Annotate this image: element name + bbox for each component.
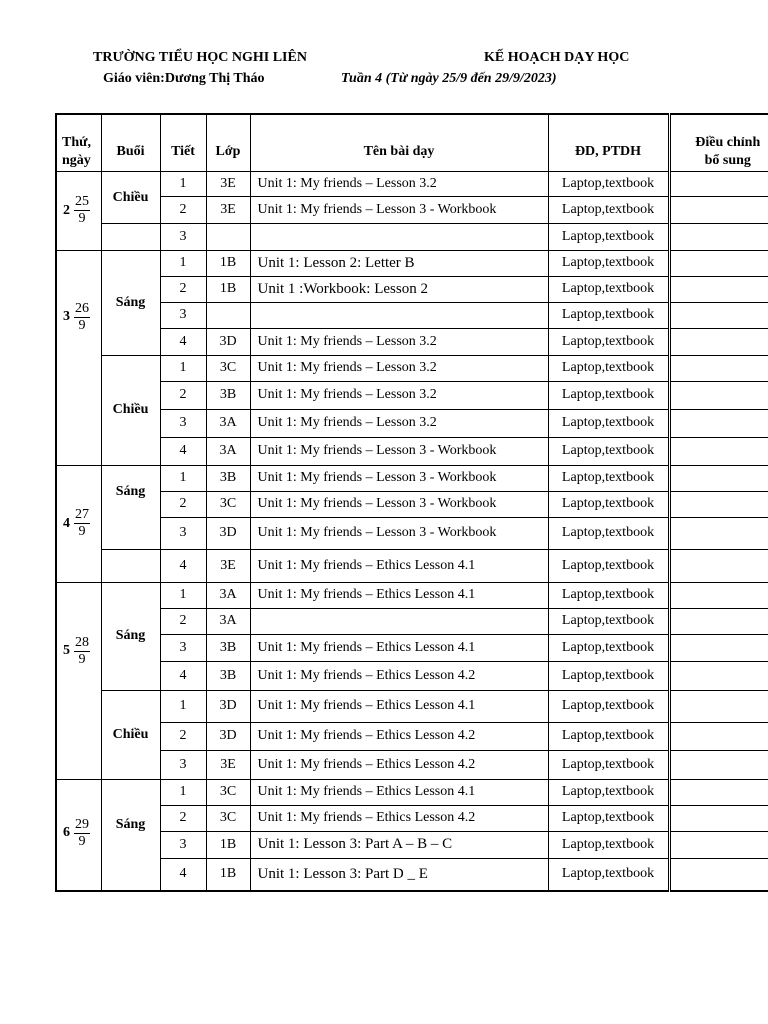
- equipment-cell: Laptop,textbook: [548, 196, 669, 223]
- table-row: [56, 491, 768, 517]
- equipment-cell: Laptop,textbook: [548, 779, 669, 805]
- date-fraction: $\frac{25}{9}$: [75, 194, 89, 226]
- period-cell: 2: [160, 381, 206, 409]
- lesson-cell: [250, 223, 548, 250]
- lesson-cell: Unit 1: My friends – Lesson 3.2: [250, 381, 548, 409]
- table-row: [56, 355, 768, 381]
- adjust-cell: [669, 276, 768, 302]
- table-row: [56, 549, 768, 582]
- session-cell: Sáng: [101, 779, 160, 891]
- table-row: [56, 437, 768, 465]
- lesson-cell: Unit 1: Lesson 3: Part D _ E: [250, 858, 548, 891]
- col-header-day: Thứ, ngày: [56, 114, 101, 171]
- adjust-cell: [669, 722, 768, 750]
- week-range: Tuần 4 (Từ ngày 25/9 đến 29/9/2023): [341, 71, 557, 86]
- period-cell: 2: [160, 196, 206, 223]
- class-cell: 3A: [206, 582, 250, 608]
- col-header-lesson: Tên bài dạy: [250, 114, 548, 171]
- adjust-cell: [669, 582, 768, 608]
- table-row: [56, 196, 768, 223]
- session-cell: Sáng: [101, 465, 160, 549]
- adjust-cell: [669, 661, 768, 690]
- session-cell: Sáng: [101, 582, 160, 690]
- table-row: [56, 582, 768, 608]
- lesson-cell: Unit 1: My friends – Lesson 3 - Workbook: [250, 491, 548, 517]
- class-cell: 1B: [206, 858, 250, 891]
- period-cell: 1: [160, 779, 206, 805]
- lesson-cell: Unit 1: My friends – Lesson 3 - Workbook: [250, 196, 548, 223]
- adjust-cell: [669, 608, 768, 634]
- lesson-cell: Unit 1: My friends – Ethics Lesson 4.1: [250, 779, 548, 805]
- lesson-cell: Unit 1: My friends – Ethics Lesson 4.2: [250, 661, 548, 690]
- teaching-plan-table: [55, 113, 768, 892]
- lesson-cell: Unit 1: My friends – Ethics Lesson 4.2: [250, 750, 548, 779]
- class-cell: 3B: [206, 634, 250, 661]
- class-cell: 1B: [206, 831, 250, 858]
- period-cell: 2: [160, 805, 206, 831]
- adjust-cell: [669, 750, 768, 779]
- table-row: [56, 250, 768, 276]
- adjust-cell: [669, 634, 768, 661]
- day-cell: 6 $\frac{29}{9}$: [56, 779, 101, 891]
- period-cell: 1: [160, 250, 206, 276]
- adjust-cell: [669, 250, 768, 276]
- table-row: [56, 858, 768, 891]
- equipment-cell: Laptop,textbook: [548, 381, 669, 409]
- col-header-session: Buổi: [101, 114, 160, 171]
- period-cell: 1: [160, 582, 206, 608]
- day-cell: 4 $\frac{27}{9}$: [56, 465, 101, 582]
- adjust-cell: [669, 690, 768, 722]
- lesson-cell: Unit 1: My friends – Lesson 3.2: [250, 409, 548, 437]
- session-cell: Chiều: [101, 171, 160, 223]
- period-cell: 1: [160, 465, 206, 491]
- period-cell: 4: [160, 858, 206, 891]
- table-row: [56, 661, 768, 690]
- period-cell: 2: [160, 722, 206, 750]
- class-cell: 1B: [206, 250, 250, 276]
- period-cell: 3: [160, 223, 206, 250]
- lesson-cell: Unit 1: My friends – Ethics Lesson 4.1: [250, 634, 548, 661]
- table-row: [56, 722, 768, 750]
- class-cell: 3D: [206, 722, 250, 750]
- table-row: [56, 831, 768, 858]
- lesson-cell: Unit 1: My friends – Lesson 3.2: [250, 328, 548, 355]
- equipment-cell: Laptop,textbook: [548, 831, 669, 858]
- table-row: [56, 608, 768, 634]
- equipment-cell: Laptop,textbook: [548, 223, 669, 250]
- equipment-cell: Laptop,textbook: [548, 517, 669, 549]
- session-cell: Chiều: [101, 690, 160, 779]
- equipment-cell: Laptop,textbook: [548, 250, 669, 276]
- lesson-cell: [250, 302, 548, 328]
- class-cell: 3B: [206, 381, 250, 409]
- equipment-cell: Laptop,textbook: [548, 608, 669, 634]
- lesson-cell: Unit 1: My friends – Ethics Lesson 4.2: [250, 722, 548, 750]
- session-cell-empty: [101, 549, 160, 582]
- lesson-cell: Unit 1: Lesson 3: Part A – B – C: [250, 831, 548, 858]
- table-row: [56, 276, 768, 302]
- equipment-cell: Laptop,textbook: [548, 171, 669, 196]
- class-cell: [206, 302, 250, 328]
- table-row: [56, 465, 768, 491]
- class-cell: 3C: [206, 779, 250, 805]
- adjust-cell: [669, 517, 768, 549]
- period-cell: 3: [160, 302, 206, 328]
- table-row: [56, 409, 768, 437]
- equipment-cell: Laptop,textbook: [548, 661, 669, 690]
- adjust-cell: [669, 465, 768, 491]
- period-cell: 3: [160, 750, 206, 779]
- col-header-period: Tiết: [160, 114, 206, 171]
- lesson-cell: Unit 1: Lesson 2: Letter B: [250, 250, 548, 276]
- adjust-cell: [669, 328, 768, 355]
- school-name: TRƯỜNG TIỂU HỌC NGHI LIÊN: [93, 50, 307, 65]
- lesson-cell: Unit 1: My friends – Ethics Lesson 4.1: [250, 690, 548, 722]
- adjust-cell: [669, 381, 768, 409]
- lesson-cell: Unit 1: My friends – Lesson 3 - Workbook: [250, 517, 548, 549]
- table-row: [56, 805, 768, 831]
- class-cell: 3B: [206, 465, 250, 491]
- class-cell: 3D: [206, 690, 250, 722]
- period-cell: 3: [160, 831, 206, 858]
- period-cell: 4: [160, 549, 206, 582]
- period-cell: 3: [160, 517, 206, 549]
- class-cell: 3C: [206, 355, 250, 381]
- equipment-cell: Laptop,textbook: [548, 491, 669, 517]
- day-cell: 5 $\frac{28}{9}$: [56, 582, 101, 779]
- adjust-cell: [669, 805, 768, 831]
- lesson-cell: Unit 1: My friends – Ethics Lesson 4.1: [250, 582, 548, 608]
- lesson-cell: Unit 1: My friends – Lesson 3.2: [250, 355, 548, 381]
- class-cell: 3B: [206, 661, 250, 690]
- col-header-class: Lớp: [206, 114, 250, 171]
- period-cell: 3: [160, 409, 206, 437]
- equipment-cell: Laptop,textbook: [548, 302, 669, 328]
- equipment-cell: Laptop,textbook: [548, 549, 669, 582]
- table-row: [56, 517, 768, 549]
- class-cell: 3A: [206, 608, 250, 634]
- period-cell: 2: [160, 608, 206, 634]
- adjust-cell: [669, 355, 768, 381]
- lesson-cell: Unit 1: My friends – Lesson 3 - Workbook: [250, 465, 548, 491]
- class-cell: 3C: [206, 805, 250, 831]
- col-header-adjust: Điều chỉnh bổ sung: [669, 114, 768, 171]
- lesson-cell: Unit 1: My friends – Lesson 3.2: [250, 171, 548, 196]
- period-cell: 4: [160, 661, 206, 690]
- period-cell: 4: [160, 328, 206, 355]
- period-cell: 1: [160, 355, 206, 381]
- period-cell: 2: [160, 276, 206, 302]
- class-cell: 1B: [206, 276, 250, 302]
- period-cell: 4: [160, 437, 206, 465]
- equipment-cell: Laptop,textbook: [548, 582, 669, 608]
- table-row: [56, 634, 768, 661]
- adjust-cell: [669, 831, 768, 858]
- class-cell: 3E: [206, 750, 250, 779]
- lesson-cell: Unit 1: My friends – Ethics Lesson 4.2: [250, 805, 548, 831]
- lesson-cell: Unit 1 :Workbook: Lesson 2: [250, 276, 548, 302]
- equipment-cell: Laptop,textbook: [548, 722, 669, 750]
- equipment-cell: Laptop,textbook: [548, 355, 669, 381]
- day-cell: 2 $\frac{25}{9}$: [56, 171, 101, 250]
- date-fraction: $\frac{28}{9}$: [75, 634, 89, 667]
- table-row: [56, 223, 768, 250]
- session-cell: Sáng: [101, 250, 160, 355]
- class-cell: 3E: [206, 549, 250, 582]
- adjust-cell: [669, 779, 768, 805]
- adjust-cell: [669, 302, 768, 328]
- equipment-cell: Laptop,textbook: [548, 276, 669, 302]
- table-row: [56, 750, 768, 779]
- class-cell: 3C: [206, 491, 250, 517]
- equipment-cell: Laptop,textbook: [548, 858, 669, 891]
- class-cell: 3D: [206, 328, 250, 355]
- table-row: [56, 381, 768, 409]
- period-cell: 2: [160, 491, 206, 517]
- class-cell: 3E: [206, 171, 250, 196]
- adjust-cell: [669, 196, 768, 223]
- day-cell: 3 $\frac{26}{9}$: [56, 250, 101, 465]
- class-cell: 3E: [206, 196, 250, 223]
- lesson-cell: [250, 608, 548, 634]
- date-fraction: $\frac{27}{9}$: [75, 507, 89, 539]
- teacher-name: Giáo viên:Dương Thị Tháo: [103, 71, 265, 86]
- col-header-equipment: ĐD, PTDH: [548, 114, 669, 171]
- table-header-row: [56, 114, 768, 171]
- equipment-cell: Laptop,textbook: [548, 750, 669, 779]
- period-cell: 3: [160, 634, 206, 661]
- equipment-cell: Laptop,textbook: [548, 409, 669, 437]
- table-row: [56, 171, 768, 196]
- table-row: [56, 328, 768, 355]
- document-title: KẾ HOẠCH DẠY HỌC: [484, 50, 630, 65]
- adjust-cell: [669, 858, 768, 891]
- table-row: [56, 779, 768, 805]
- class-cell: 3A: [206, 437, 250, 465]
- adjust-cell: [669, 223, 768, 250]
- adjust-cell: [669, 409, 768, 437]
- table-row: [56, 690, 768, 722]
- adjust-cell: [669, 491, 768, 517]
- lesson-cell: Unit 1: My friends – Lesson 3 - Workbook: [250, 437, 548, 465]
- equipment-cell: Laptop,textbook: [548, 634, 669, 661]
- date-fraction: $\frac{26}{9}$: [75, 300, 89, 333]
- period-cell: 1: [160, 690, 206, 722]
- class-cell: 3D: [206, 517, 250, 549]
- equipment-cell: Laptop,textbook: [548, 465, 669, 491]
- equipment-cell: Laptop,textbook: [548, 437, 669, 465]
- class-cell: [206, 223, 250, 250]
- class-cell: 3A: [206, 409, 250, 437]
- period-cell: 1: [160, 171, 206, 196]
- adjust-cell: [669, 437, 768, 465]
- adjust-cell: [669, 549, 768, 582]
- session-cell: Chiều: [101, 355, 160, 465]
- table-row: [56, 302, 768, 328]
- adjust-cell: [669, 171, 768, 196]
- equipment-cell: Laptop,textbook: [548, 328, 669, 355]
- equipment-cell: Laptop,textbook: [548, 690, 669, 722]
- lesson-cell: Unit 1: My friends – Ethics Lesson 4.1: [250, 549, 548, 582]
- equipment-cell: Laptop,textbook: [548, 805, 669, 831]
- date-fraction: $\frac{29}{9}$: [75, 816, 89, 849]
- document-header: [0, 0, 768, 100]
- session-cell-empty: [101, 223, 160, 250]
